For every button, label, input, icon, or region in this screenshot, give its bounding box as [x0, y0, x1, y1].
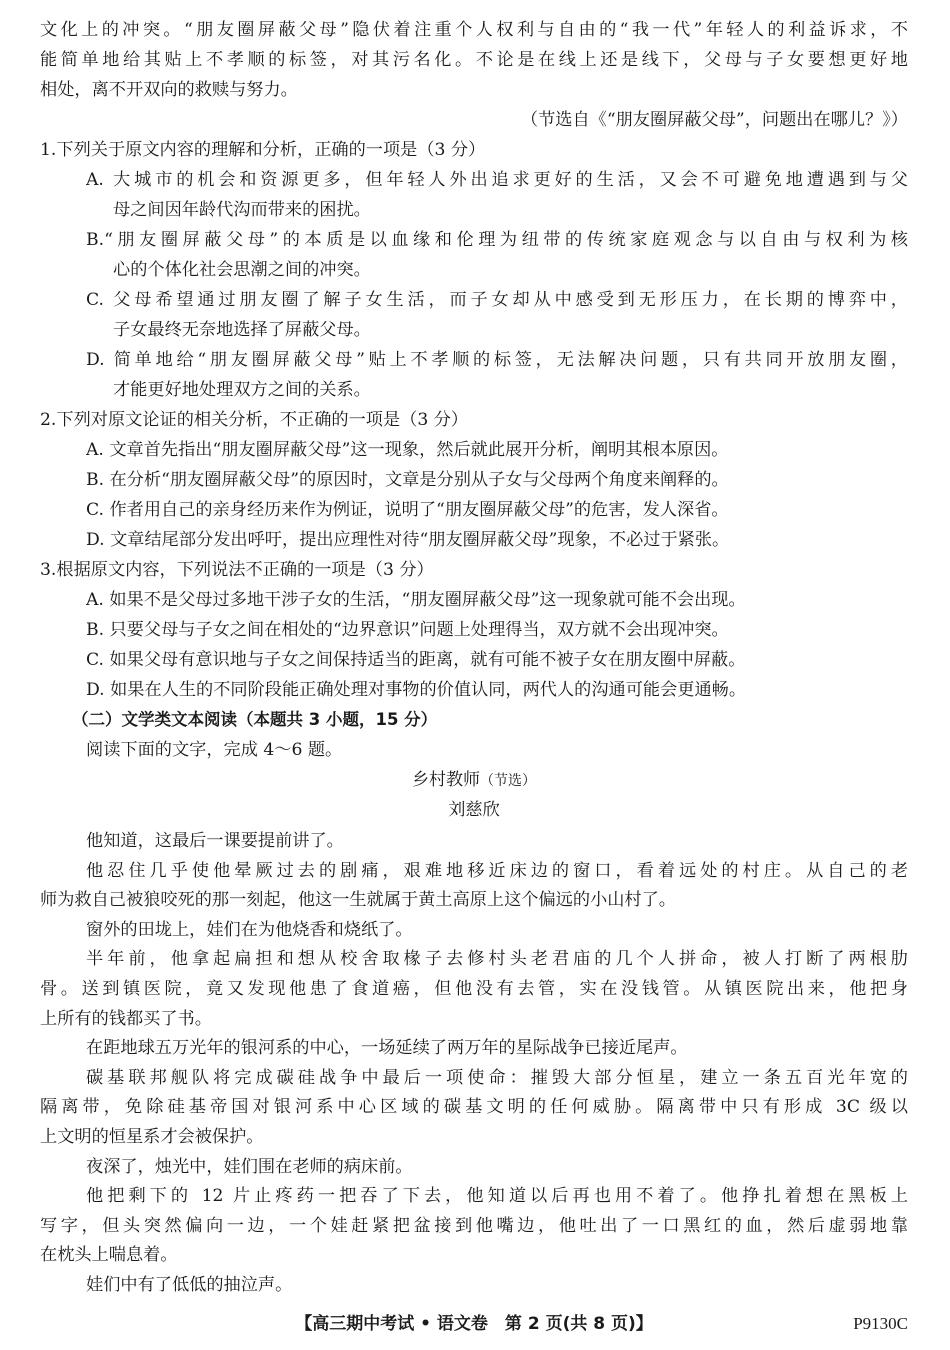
- story-line: 娃们中有了低低的抽泣声。: [86, 1275, 293, 1295]
- q3-option-a: A. 如果不是父母过多地干涉子女的生活，“朋友圈屏蔽父母”这一现象就可能不会出现。: [86, 590, 746, 610]
- q3-option-d: D. 如果在人生的不同阶段能正确处理对事物的价值认同，两代人的沟通可能会更通畅。: [86, 680, 747, 700]
- story-line: 他忍住几乎使他晕厥过去的剧痛，艰难地移近床边的窗口，看着远处的村庄。从自己的老: [86, 860, 908, 881]
- story-author: 刘慈欣: [448, 800, 500, 820]
- section-instruction: 阅读下面的文字，完成 4～6 题。: [86, 740, 343, 760]
- story-line: 半年前，他拿起扁担和想从校舍取椽子去修村头老君庙的几个人拼命，被人打断了两根肋: [86, 949, 908, 970]
- q3-option-b: B. 只要父母与子女之间在相处的“边界意识”问题上处理得当，双方就不会出现冲突。: [86, 620, 729, 640]
- story-line: 窗外的田垅上，娃们在为他烧香和烧纸了。: [86, 919, 413, 940]
- q1-option-c-cont: 子女最终无奈地选择了屏蔽父母。: [113, 320, 371, 340]
- q1-option-d: D. 简单地给“朋友圈屏蔽父母”贴上不孝顺的标签，无法解决问题，只有共同开放朋友圈，: [86, 350, 908, 370]
- q1-option-c: C. 父母希望通过朋友圈了解子女生活，而子女却从中感受到无形压力，在长期的博弈中，: [86, 290, 908, 310]
- q3-option-c: C. 如果父母有意识地与子女之间保持适当的距离，就有可能不被子女在朋友圈中屏蔽。: [86, 650, 746, 670]
- q1-option-b-cont: 心的个体化社会思潮之间的冲突。: [113, 260, 371, 280]
- story-line: 夜深了，烛光中，娃们围在老师的病床前。: [86, 1156, 413, 1177]
- q2-option-d: D. 文章结尾部分发出呼吁，提出应理性对待“朋友圈屏蔽父母”现象，不必过于紧张。: [86, 530, 730, 550]
- story-line: 在距地球五万光年的银河系的中心，一场延续了两万年的星际战争已接近尾声。: [86, 1038, 688, 1059]
- passage-line: 能简单地给其贴上不孝顺的标签，对其污名化。不论是在线上还是线下，父母与子女要想更好地: [40, 50, 908, 70]
- story-line: 他知道，这最后一课要提前讲了。: [86, 831, 344, 851]
- story-line: 在枕头上喘息着。: [40, 1245, 178, 1266]
- story-line: 隔离带，免除硅基帝国对银河系中心区域的碳基文明的任何威胁。隔离带中只有形成 3C 级以: [40, 1097, 908, 1118]
- q1-option-b: B.“朋友圈屏蔽父母”的本质是以血缘和伦理为纽带的传统家庭观念与以自由与权利为核: [86, 230, 908, 250]
- passage-line: 相处，离不开双向的救赎与努力。: [40, 80, 298, 100]
- q2-option-a: A. 文章首先指出“朋友圈屏蔽父母”这一现象，然后就此展开分析，阐明其根本原因。: [86, 440, 729, 460]
- page-footer: [40, 1309, 908, 1339]
- story-line: 骨。送到镇医院，竟又发现他患了食道癌，但他没有去管，实在没钱管。从镇医院出来，他把身: [40, 979, 908, 999]
- story-title-line: [40, 765, 908, 795]
- question-2-stem: 2.下列对原文论证的相关分析，不正确的一项是（3 分）: [40, 410, 469, 430]
- story-line: 师为救自己被狼咬死的那一刻起，他这一生就属于黄土高原上这个偏远的小山村了。: [40, 890, 676, 911]
- footer-page-info: 【高三期中考试 • 语文卷 第 2 页(共 8 页)】: [295, 1314, 653, 1334]
- story-title: 乡村教师: [412, 770, 480, 790]
- q2-option-b: B. 在分析“朋友圈屏蔽父母”的原因时，文章是分别从子女与父母两个角度来阐释的。: [86, 470, 729, 490]
- story-line: 上所有的钱都买了书。: [40, 1008, 212, 1029]
- story-line: 上文明的恒星系才会被保护。: [40, 1127, 264, 1147]
- question-3-stem: 3.根据原文内容，下列说法不正确的一项是（3 分）: [40, 560, 434, 580]
- q1-option-d-cont: 才能更好地处理双方之间的关系。: [113, 380, 371, 400]
- q1-option-a-cont: 母之间因年龄代沟而带来的困扰。: [113, 200, 371, 220]
- q2-option-c: C. 作者用自己的亲身经历来作为例证，说明了“朋友圈屏蔽父母”的危害，发人深省。: [86, 500, 729, 520]
- passage-source: （节选自《“朋友圈屏蔽父母”，问题出在哪儿？》）: [520, 110, 908, 130]
- q1-option-a: A. 大城市的机会和资源更多，但年轻人外出追求更好的生活，又会不可避免地遭遇到与父: [86, 170, 908, 190]
- footer-paper-code: P9130C: [853, 1314, 908, 1333]
- story-line: 碳基联邦舰队将完成碳硅战争中最后一项使命：摧毁大部分恒星，建立一条五百光年宽的: [86, 1067, 908, 1088]
- question-1-stem: 1.下列关于原文内容的理解和分析，正确的一项是（3 分）: [40, 140, 486, 160]
- story-line: 他把剩下的 12 片止疼药一把吞了下去，他知道以后再也用不着了。他挣扎着想在黑板上: [86, 1186, 908, 1207]
- passage-line: 文化上的冲突。“朋友圈屏蔽父母”隐伏着注重个人权利与自由的“我一代”年轻人的利益诉求，不: [40, 20, 908, 40]
- section-heading: （二）文学类文本阅读（本题共 3 小题，15 分）: [72, 710, 438, 729]
- story-title-note: （节选）: [480, 773, 536, 789]
- story-line: 写字，但头突然偏向一边，一个娃赶紧把盆接到他嘴边，他吐出了一口黑红的血，然后虚弱地靠: [40, 1215, 908, 1236]
